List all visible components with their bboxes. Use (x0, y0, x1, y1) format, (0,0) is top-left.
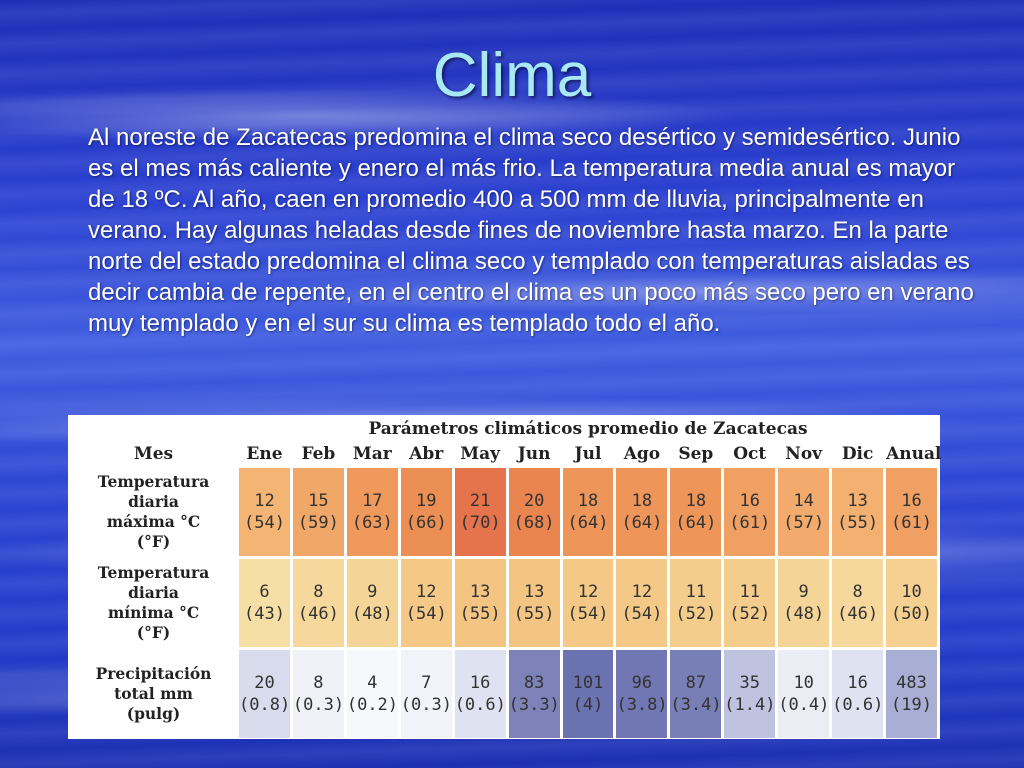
month-header-dic: Dic (841, 444, 874, 464)
cell-value: 18 (577, 491, 599, 511)
cell-value: 13 (847, 491, 868, 511)
row-label-line: (°F) (136, 532, 171, 551)
table-cell (347, 650, 398, 738)
cell-secondary-value: (59) (297, 513, 339, 533)
table-cell (293, 650, 344, 738)
month-header-sep: Sep (678, 444, 714, 464)
table-row (71, 468, 937, 556)
cell-secondary-value: (61) (729, 513, 771, 533)
month-header-jun: Jun (517, 444, 551, 464)
slide-title: Clima (432, 41, 592, 110)
cell-value: 9 (367, 582, 378, 602)
cell-secondary-value: (68) (513, 513, 555, 533)
cell-value: 12 (631, 582, 653, 602)
cell-value: 20 (523, 491, 545, 511)
cell-value: 6 (259, 582, 270, 602)
table-cell (616, 559, 667, 647)
cell-value: 10 (793, 673, 814, 693)
cell-value: 16 (847, 673, 868, 693)
cell-secondary-value: (48) (351, 604, 393, 624)
cell-value: 14 (793, 491, 814, 511)
cell-secondary-value: (63) (351, 513, 393, 533)
cell-secondary-value: (50) (891, 604, 932, 624)
cell-value: 87 (685, 673, 707, 693)
month-header-nov: Nov (785, 444, 823, 464)
table-cell (347, 559, 398, 647)
cell-value: 13 (523, 582, 545, 602)
table-cell (563, 559, 614, 647)
cell-value: 17 (362, 491, 383, 511)
month-header-ene: Ene (246, 444, 283, 464)
cell-secondary-value: (55) (513, 604, 555, 624)
cell-secondary-value: (3.8) (616, 695, 668, 715)
table-cell (293, 559, 344, 647)
table-cell (509, 650, 560, 738)
table-cell (401, 468, 452, 556)
cell-value: 20 (254, 673, 275, 693)
cell-secondary-value: (48) (783, 604, 825, 624)
cell-secondary-value: (61) (891, 513, 932, 533)
table-cell (670, 650, 721, 738)
cell-secondary-value: (54) (243, 513, 285, 533)
table-cell (778, 650, 829, 738)
cell-value: 4 (367, 673, 378, 693)
cell-secondary-value: (0.6) (832, 695, 884, 715)
table-cell (455, 468, 506, 556)
month-header-abr: Abr (409, 444, 444, 464)
row-label-line: mínima °C (107, 603, 200, 622)
cell-secondary-value: (54) (567, 604, 609, 624)
cell-value: 11 (685, 582, 707, 602)
cell-secondary-value: (64) (567, 513, 609, 533)
cell-secondary-value: (54) (405, 604, 447, 624)
table-cell (670, 468, 721, 556)
cell-secondary-value: (64) (621, 513, 663, 533)
cell-secondary-value: (0.6) (454, 695, 506, 715)
cell-secondary-value: (46) (297, 604, 339, 624)
cell-secondary-value: (55) (837, 513, 879, 533)
cell-secondary-value: (43) (243, 604, 285, 624)
table-cell (563, 468, 614, 556)
row-label-line: Precipitación (95, 664, 212, 683)
table-cell (886, 559, 937, 647)
row-label-line: diaria (128, 583, 179, 602)
table-corner (71, 418, 236, 440)
month-header-jul: Jul (574, 444, 602, 464)
table-cell (401, 559, 452, 647)
cell-value: 11 (739, 582, 760, 602)
cell-value: 35 (739, 673, 760, 693)
cell-secondary-value: (0.8) (239, 695, 291, 715)
table-cell (455, 650, 506, 738)
table-cell (832, 559, 883, 647)
slide-body-text: Al noreste de Zacatecas predomina el clima seco desértico y semidesértico. Junio es el mes más caliente y enero el más frio. La temperatura media anual es mayor de 18 ºC. Al año, caen en promedio 400 a 500 mm de lluvia, principalmente en verano. Hay algunas heladas desde fines de noviembre hasta marzo. En la parte norte del estado predomina el clima seco y templado con temperaturas aisladas es decir cambia de repente, en el centro el clima es un poco más seco pero en verano muy templado y en el sur su clima es templado todo el año. (88, 124, 974, 337)
row-label-line: (pulg) (126, 704, 181, 723)
cell-secondary-value: (0.3) (292, 695, 345, 715)
cell-value: 15 (308, 491, 329, 511)
row-label-line: (°F) (136, 623, 171, 642)
row-label-line: Temperatura (97, 472, 210, 491)
cell-secondary-value: (4) (572, 695, 604, 715)
cell-secondary-value: (0.2) (346, 695, 399, 715)
cell-secondary-value: (64) (675, 513, 717, 533)
table-row (71, 650, 937, 738)
cell-value: 19 (415, 491, 437, 511)
table-cell (724, 559, 775, 647)
month-header-label: Mes (133, 444, 174, 464)
cell-value: 21 (469, 491, 491, 511)
climate-table-image (68, 415, 940, 739)
table-cell (563, 650, 614, 738)
cell-value: 12 (577, 582, 599, 602)
row-label-line: Temperatura (97, 563, 210, 582)
row-label (71, 650, 236, 738)
month-header-oct: Oct (733, 444, 767, 464)
month-header-may: May (460, 444, 500, 464)
cell-value: 13 (469, 582, 491, 602)
cell-value: 8 (313, 673, 324, 693)
table-cell (886, 468, 937, 556)
table-cell (670, 559, 721, 647)
cell-value: 101 (572, 673, 604, 693)
row-label-line: máxima °C (106, 512, 201, 531)
table-cell (778, 468, 829, 556)
cell-secondary-value: (66) (405, 513, 447, 533)
cell-secondary-value: (0.3) (400, 695, 452, 715)
cell-value: 483 (896, 673, 927, 693)
cell-value: 7 (421, 673, 432, 693)
row-label-line: diaria (128, 492, 179, 511)
table-cell (778, 559, 829, 647)
table-cell (239, 468, 290, 556)
table-cell (239, 559, 290, 647)
month-header-mar: Mar (352, 444, 392, 464)
cell-secondary-value: (52) (729, 604, 771, 624)
table-cell (401, 650, 452, 738)
table-row (71, 559, 937, 647)
table-cell (832, 650, 883, 738)
cell-value: 16 (739, 491, 760, 511)
cell-value: 16 (469, 673, 491, 693)
table-cell (886, 650, 937, 738)
cell-secondary-value: (52) (675, 604, 717, 624)
cell-secondary-value: (3.3) (508, 695, 560, 715)
table-cell (455, 559, 506, 647)
table-cell (509, 468, 560, 556)
cell-value: 18 (631, 491, 653, 511)
table-cell (832, 468, 883, 556)
table-cell (509, 559, 560, 647)
cell-value: 10 (901, 582, 922, 602)
table-cell (616, 468, 667, 556)
table-cell (347, 468, 398, 556)
cell-value: 8 (852, 582, 863, 602)
cell-secondary-value: (1.4) (724, 695, 776, 715)
month-header-row (71, 443, 937, 465)
row-label (71, 559, 236, 647)
cell-secondary-value: (54) (621, 604, 663, 624)
table-caption: Parámetros climáticos promedio de Zacatecas (368, 419, 808, 439)
table-cell (724, 650, 775, 738)
table-cell (724, 468, 775, 556)
row-label (71, 468, 236, 556)
cell-secondary-value: (3.4) (670, 695, 722, 715)
table-cell (293, 468, 344, 556)
cell-secondary-value: (70) (459, 513, 501, 533)
month-header-feb: Feb (301, 444, 336, 464)
cell-value: 18 (685, 491, 707, 511)
cell-secondary-value: (57) (783, 513, 825, 533)
cell-value: 16 (901, 491, 922, 511)
month-header-anual: Anual (886, 444, 942, 464)
cell-secondary-value: (0.4) (778, 695, 830, 715)
cell-value: 9 (798, 582, 809, 602)
cell-value: 83 (523, 673, 545, 693)
cell-secondary-value: (19) (891, 695, 932, 715)
cell-value: 12 (415, 582, 437, 602)
cell-value: 12 (254, 491, 275, 511)
climate-table (68, 415, 940, 741)
table-cell (239, 650, 290, 738)
cell-value: 8 (313, 582, 324, 602)
cell-secondary-value: (46) (837, 604, 879, 624)
month-header-ago: Ago (623, 444, 661, 464)
row-label-line: total mm (114, 684, 193, 703)
cell-secondary-value: (55) (459, 604, 501, 624)
table-cell (616, 650, 667, 738)
cell-value: 96 (631, 673, 653, 693)
